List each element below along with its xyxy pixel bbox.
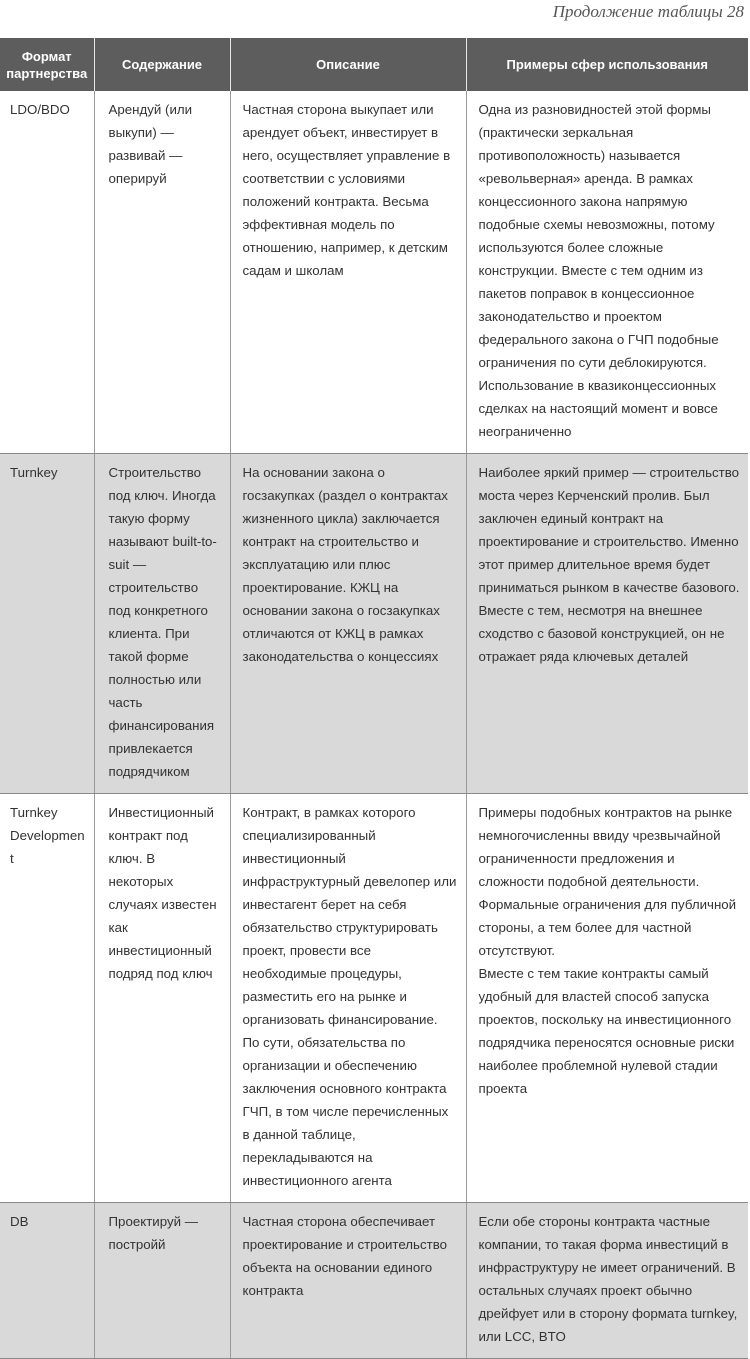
cell-description bbox=[230, 454, 466, 794]
cell-format: DB bbox=[0, 1203, 94, 1359]
header-description: Описание bbox=[230, 38, 466, 91]
cell-examples bbox=[466, 454, 748, 794]
table-row bbox=[0, 1203, 748, 1359]
examples-paragraph: Если обе стороны контракта частные компании, то такая форма инвестиций в инфраструктуру не имеет ограничений. В остальных случаях проект обычно дрейфует или в сторону формата turnkey, или LCC, BTO bbox=[478, 1214, 738, 1344]
description-paragraph: Частная сторона обеспечивает проектирование и строительство объекта на основании единого контракта bbox=[242, 1214, 448, 1298]
cell-examples bbox=[466, 1203, 748, 1359]
examples-paragraph: Одна из разновидностей этой формы (практически зеркальная противоположность) называется «револьверная» аренда. В рамках концессионного закона напрямую подобные схемы невозможны, потому используются более сложные конструкции. Вместе с тем одним из пакетов поправок в концессионное законодательство и проектом федерального закона о ГЧП подобные ограничения по сути деблокируются. Использование в квазиконцессионных сделках на настоящий момент и вовсе неограниченно bbox=[478, 102, 719, 439]
table-row bbox=[0, 454, 748, 794]
header-examples: Примеры сфер использования bbox=[466, 38, 748, 91]
description-paragraph: По сути, обязательства по организации и обеспечению заключения основного контракта ГЧП, в том числе перечисленных в данной таблице, перекладываются на инвестиционного агента bbox=[242, 1035, 449, 1188]
cell-content: Проектируй — постройй bbox=[94, 1203, 230, 1359]
cell-description bbox=[230, 91, 466, 454]
table-header-row bbox=[0, 38, 748, 91]
cell-format: Turnkey Development bbox=[0, 794, 94, 1203]
partnership-formats-table bbox=[0, 38, 748, 1359]
table-row bbox=[0, 91, 748, 454]
header-format: Формат партнерства bbox=[0, 38, 94, 91]
examples-paragraph: Вместе с тем такие контракты самый удобный для властей способ запуска проектов, поскольку на инвестиционного подрядчика переносятся основные риски наиболее проблемной нулевой стадии проекта bbox=[478, 966, 735, 1096]
cell-description bbox=[230, 1203, 466, 1359]
examples-paragraph: Наиболее яркий пример — строительство моста через Керченский пролив. Был заключен единый контракт на проектирование и строительство. Именно этот пример длительное время будет приниматься рынком в качестве базового. Вместе с тем, несмотря на внешнее сходство с базовой конструкцией, он не отражает ряда ключевых деталей bbox=[478, 465, 740, 664]
table-row bbox=[0, 794, 748, 1203]
cell-content: Арендуй (или выкупи) — развивай — оперируй bbox=[94, 91, 230, 454]
continuation-label: Продолжение таблицы 28 bbox=[552, 2, 744, 21]
cell-content: Инвестиционный контракт под ключ. В некоторых случаях известен как инвестиционный подряд под ключ bbox=[94, 794, 230, 1203]
cell-examples bbox=[466, 91, 748, 454]
description-paragraph: На основании закона о госзакупках (раздел о контрактах жизненного цикла) заключается контракт на строительство и эксплуатацию или плюс проектирование. КЖЦ на основании закона о госзакупках отличаются от КЖЦ в рамках законодательства о концессиях bbox=[242, 465, 448, 664]
cell-examples bbox=[466, 794, 748, 1203]
cell-description bbox=[230, 794, 466, 1203]
cell-format: LDO/BDO bbox=[0, 91, 94, 454]
description-paragraph: Контракт, в рамках которого специализированный инвестиционный инфраструктурный девелопер или инвестагент берет на себя обязательство структурировать проект, провести все необходимые процедуры, разместить его на рынке и организовать финансирование. bbox=[242, 805, 457, 1027]
cell-content: Строительство под ключ. Иногда такую форму называют built-to-suit — строительство под конкретного клиента. При такой форме полностью или часть финансирования привлекается подрядчиком bbox=[94, 454, 230, 794]
description-paragraph: Частная сторона выкупает или арендует объект, инвестирует в него, осуществляет управление в соответствии с условиями положений контракта. Весьма эффективная модель по отношению, например, к детским садам и школам bbox=[242, 102, 451, 278]
header-content: Содержание bbox=[94, 38, 230, 91]
cell-format: Turnkey bbox=[0, 454, 94, 794]
examples-paragraph: Примеры подобных контрактов на рынке немногочисленны ввиду чрезвычайной ограниченности предложения и сложности подобной деятельности. Формальные ограничения для публичной стороны, а тем более для частной отсутствуют. bbox=[478, 805, 737, 958]
